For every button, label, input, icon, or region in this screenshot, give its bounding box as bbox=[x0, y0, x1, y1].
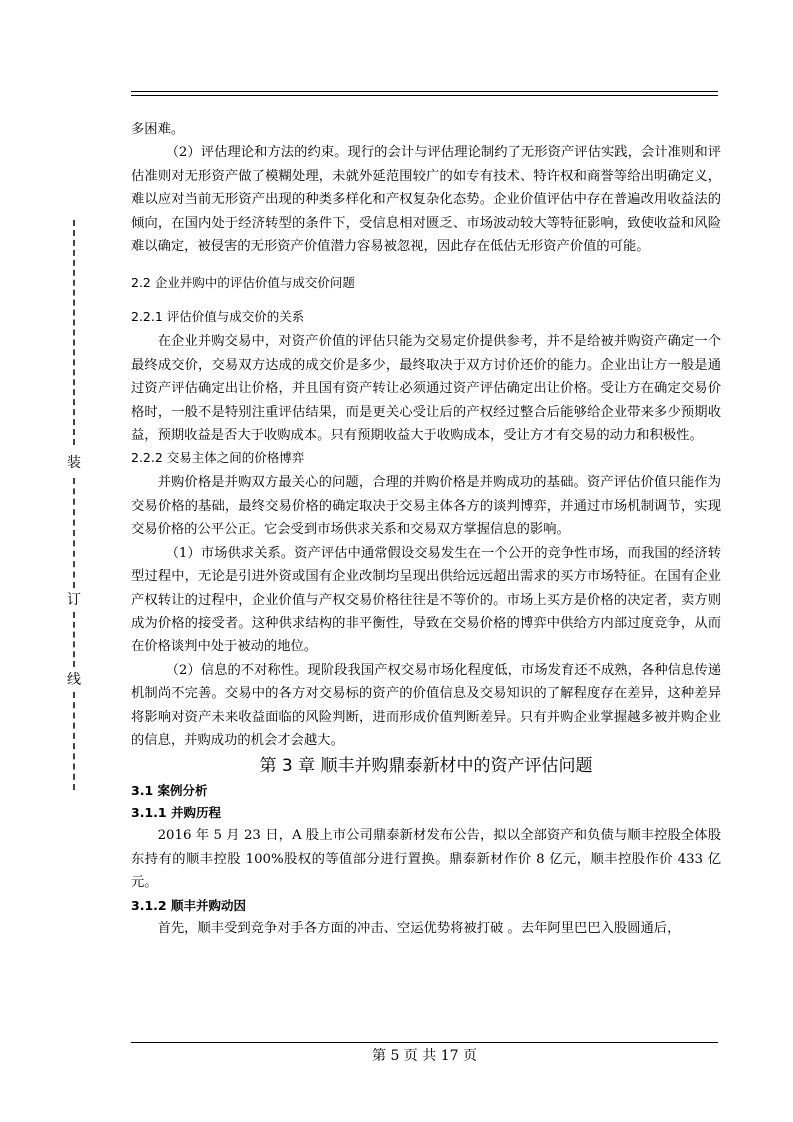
header-rule-thick bbox=[131, 95, 718, 96]
paragraph: （2）评估理论和方法的约束。现行的会计与评估理论制约了无形资产评估实践，会计准则和评估准则对无形资产做了模糊处理，未就外延范围较广的如专有技术、特许权和商誉等给出明确定义，难以应对当前无形资产出现的种类多样化和产权复杂化态势。企业价值评估中存在普遍改用收益法的倾向，在国内处于经济转型的条件下，受信息相对匮乏、市场波动较大等特征影响，致使收益和风险难以确定，被侵害的无形资产价值潜力容易被忽视，因此存在低估无形资产价值的可能。 bbox=[131, 145, 721, 255]
paragraph: 在企业并购交易中，对资产价值的评估只能为交易定价提供参考，并不是给被并购资产确定一个最终成交价，交易双方达成的成交价是多少，最终取决于双方讨价还价的能力。企业出让方一般是通过资产评估确定出让价格，并且国有资产转让必须通过资产评估确定出让价格。受让方在确定交易价格时，一般不是特别注重评估结果，而是更关心受让后的产权经过整合后能够给企业带来多少预期收益，预期收益是否大于收购成本。只有预期收益大于收购成本，受让方才有交易的动力和积极性。 bbox=[131, 334, 721, 444]
subsection-heading: 3.1.1 并购历程 bbox=[131, 805, 221, 821]
binding-dashed-line bbox=[73, 612, 75, 667]
paragraph: 首先，顺丰受到竞争对手各方面的冲击、空运优势将被打破 。去年阿里巴巴入股圆通后， bbox=[157, 920, 681, 936]
page-number: 第 5 页 共 17 页 bbox=[372, 1048, 477, 1064]
binding-char-zhuang: 装 bbox=[67, 455, 81, 471]
footer-rule bbox=[131, 1042, 718, 1043]
section-heading: 2.2 企业并购中的评估价值与成交价问题 bbox=[131, 275, 355, 291]
binding-char-xian: 线 bbox=[67, 672, 81, 688]
paragraph: （1）市场供求关系。资产评估中通常假设交易发生在一个公开的竞争性市场，而我国的经济转型过程中，无论是引进外资或国有企业改制均呈现出供给远远超出需求的买方市场特征。在国有企业产权转让的过程中，企业价值与产权交易价格往往是不等价的。市场上买方是价格的决定者，卖方则成为价格的接受者。这种供求结构的非平衡性，导致在交易价格的博弈中供给方内部过度竞争，从而在价格谈判中处于被动的地位。 bbox=[131, 545, 721, 655]
binding-dashed-line bbox=[73, 220, 75, 445]
paragraph: （2）信息的不对称性。现阶段我国产权交易市场化程度低，市场发育还不成熟，各种信息传递机制尚不完善。交易中的各方对交易标的资产的价值信息及交易知识的了解程度存在差异，这种差异将影响对资产未来收益面临的风险判断，进而形成价值判断差异。只有并购企业掌握越多被并购企业的信息，并购成功的机会才会越大。 bbox=[131, 662, 721, 748]
binding-dashed-line bbox=[73, 692, 75, 790]
page-body bbox=[131, 118, 721, 940]
paragraph: 并购价格是并购双方最关心的问题，合理的并购价格是并购成功的基础。资产评估价值只能作为交易价格的基础，最终交易价格的确定取决于交易主体各方的谈判博弈，并通过市场机制调节，实现交易价格的公平公正。它会受到市场供求关系和交易双方掌握信息的影响。 bbox=[131, 475, 721, 538]
binding-dashed-line bbox=[73, 478, 75, 588]
paragraph: 多困难。 bbox=[131, 122, 185, 137]
header-rule-thin bbox=[131, 91, 718, 92]
subsection-heading: 3.1.2 顺丰并购动因 bbox=[131, 897, 246, 913]
binding-char-ding: 订 bbox=[67, 592, 81, 608]
chapter-title: 第 3 章 顺丰并购鼎泰新材中的资产评估问题 bbox=[259, 756, 593, 777]
paragraph: 2016 年 5 月 23 日，A 股上市公司鼎泰新材发布公告，拟以全部资产和负债与顺丰控股全体股东持有的顺丰控股 100%股权的等值部分进行置换。鼎泰新材作价 8 亿元，顺丰控股作价 433 亿元。 bbox=[131, 828, 721, 891]
binding-margin bbox=[67, 220, 81, 790]
subsection-heading: 2.2.1 评估价值与成交价的关系 bbox=[131, 309, 305, 325]
subsection-heading: 2.2.2 交易主体之间的价格博弈 bbox=[131, 450, 305, 466]
section-heading: 3.1 案例分析 bbox=[131, 783, 208, 799]
